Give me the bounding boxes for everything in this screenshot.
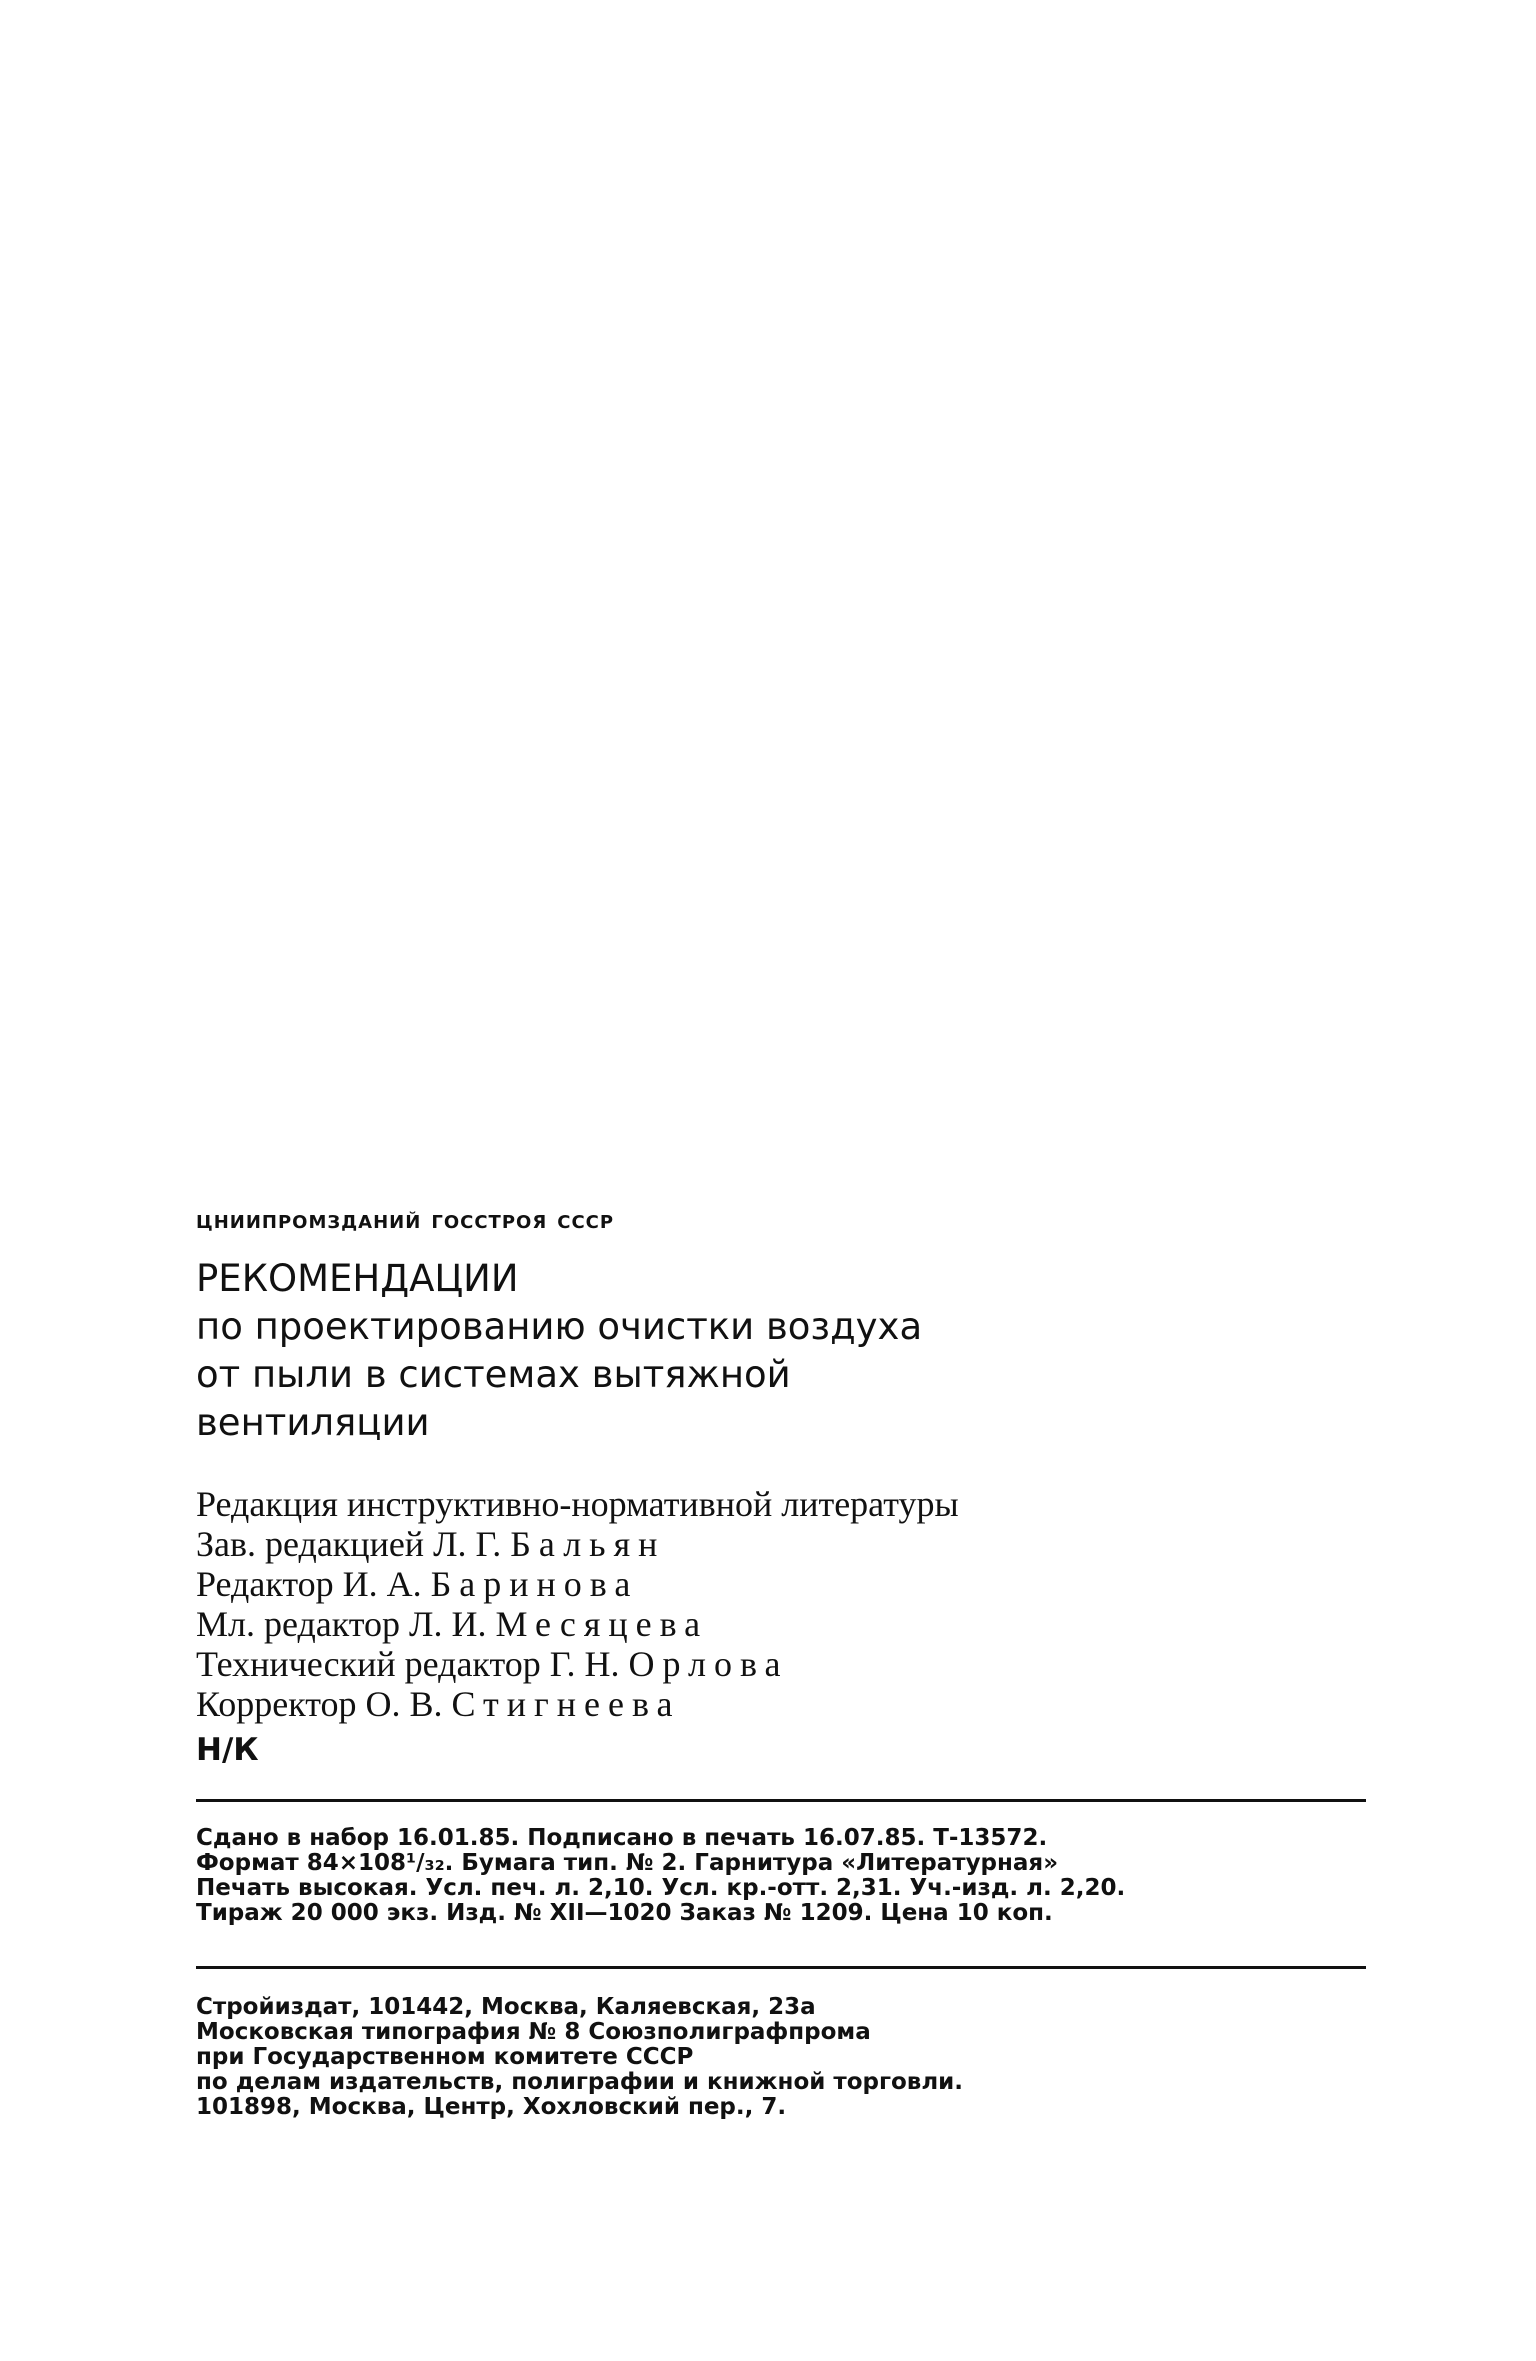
staff-name: Бальян [510, 1524, 666, 1564]
editorial-staff [196, 1484, 1366, 1724]
staff-row [196, 1604, 1366, 1644]
publisher-info [196, 1995, 1366, 2120]
publisher-line: Стройиздат, 101442, Москва, Каляевская, 23а [196, 1994, 816, 2020]
title-line: вентиляции [196, 1401, 430, 1444]
imprint-line: Формат 84×108¹/₃₂. Бумага тип. № 2. Гарнитура «Литературная» [196, 1850, 1059, 1876]
staff-name: Баринова [430, 1564, 639, 1604]
staff-name: Месяцева [495, 1604, 709, 1644]
publisher-line: при Государственном комитете СССР [196, 2044, 694, 2070]
title-line: от пыли в системах вытяжной [196, 1353, 791, 1396]
imprint-line: Тираж 20 000 экз. Изд. № XII—1020 Заказ № 1209. Цена 10 коп. [196, 1900, 1053, 1926]
title-line: по проектированию очистки воздуха [196, 1305, 923, 1348]
staff-role: Технический редактор Г. Н. [196, 1644, 620, 1684]
staff-role: Корректор О. В. [196, 1684, 443, 1724]
title-line: РЕКОМЕНДАЦИИ [196, 1257, 519, 1300]
staff-name: Стигнеева [451, 1684, 681, 1724]
publisher-line: по делам издательств, полиграфии и книжной торговли. [196, 2069, 964, 2095]
staff-row [196, 1684, 1366, 1724]
editorial-department: Редакция инструктивно-нормативной литературы [196, 1484, 959, 1524]
staff-row [196, 1644, 1366, 1684]
organization-heading: цниипромзданий госстроя ссср [196, 1205, 615, 1235]
imprint-line: Сдано в набор 16.01.85. Подписано в печать 16.07.85. Т-13572. [196, 1825, 1048, 1851]
divider [196, 1966, 1366, 1969]
divider [196, 1799, 1366, 1802]
publisher-line: Московская типография № 8 Союзполиграфпрома [196, 2019, 871, 2045]
staff-name: Орлова [628, 1644, 789, 1684]
staff-role: Зав. редакцией Л. Г. [196, 1524, 502, 1564]
nk-mark: Н/К [196, 1732, 259, 1768]
staff-row [196, 1524, 1366, 1564]
staff-role: Мл. редактор Л. И. [196, 1604, 487, 1644]
imprint-line: Печать высокая. Усл. печ. л. 2,10. Усл. кр.-отт. 2,31. Уч.-изд. л. 2,20. [196, 1875, 1126, 1901]
staff-row [196, 1564, 1366, 1604]
staff-role: Редактор И. А. [196, 1564, 422, 1604]
document-title [196, 1255, 1366, 1447]
print-imprint [196, 1826, 1366, 1926]
publisher-line: 101898, Москва, Центр, Хохловский пер., 7. [196, 2094, 787, 2120]
